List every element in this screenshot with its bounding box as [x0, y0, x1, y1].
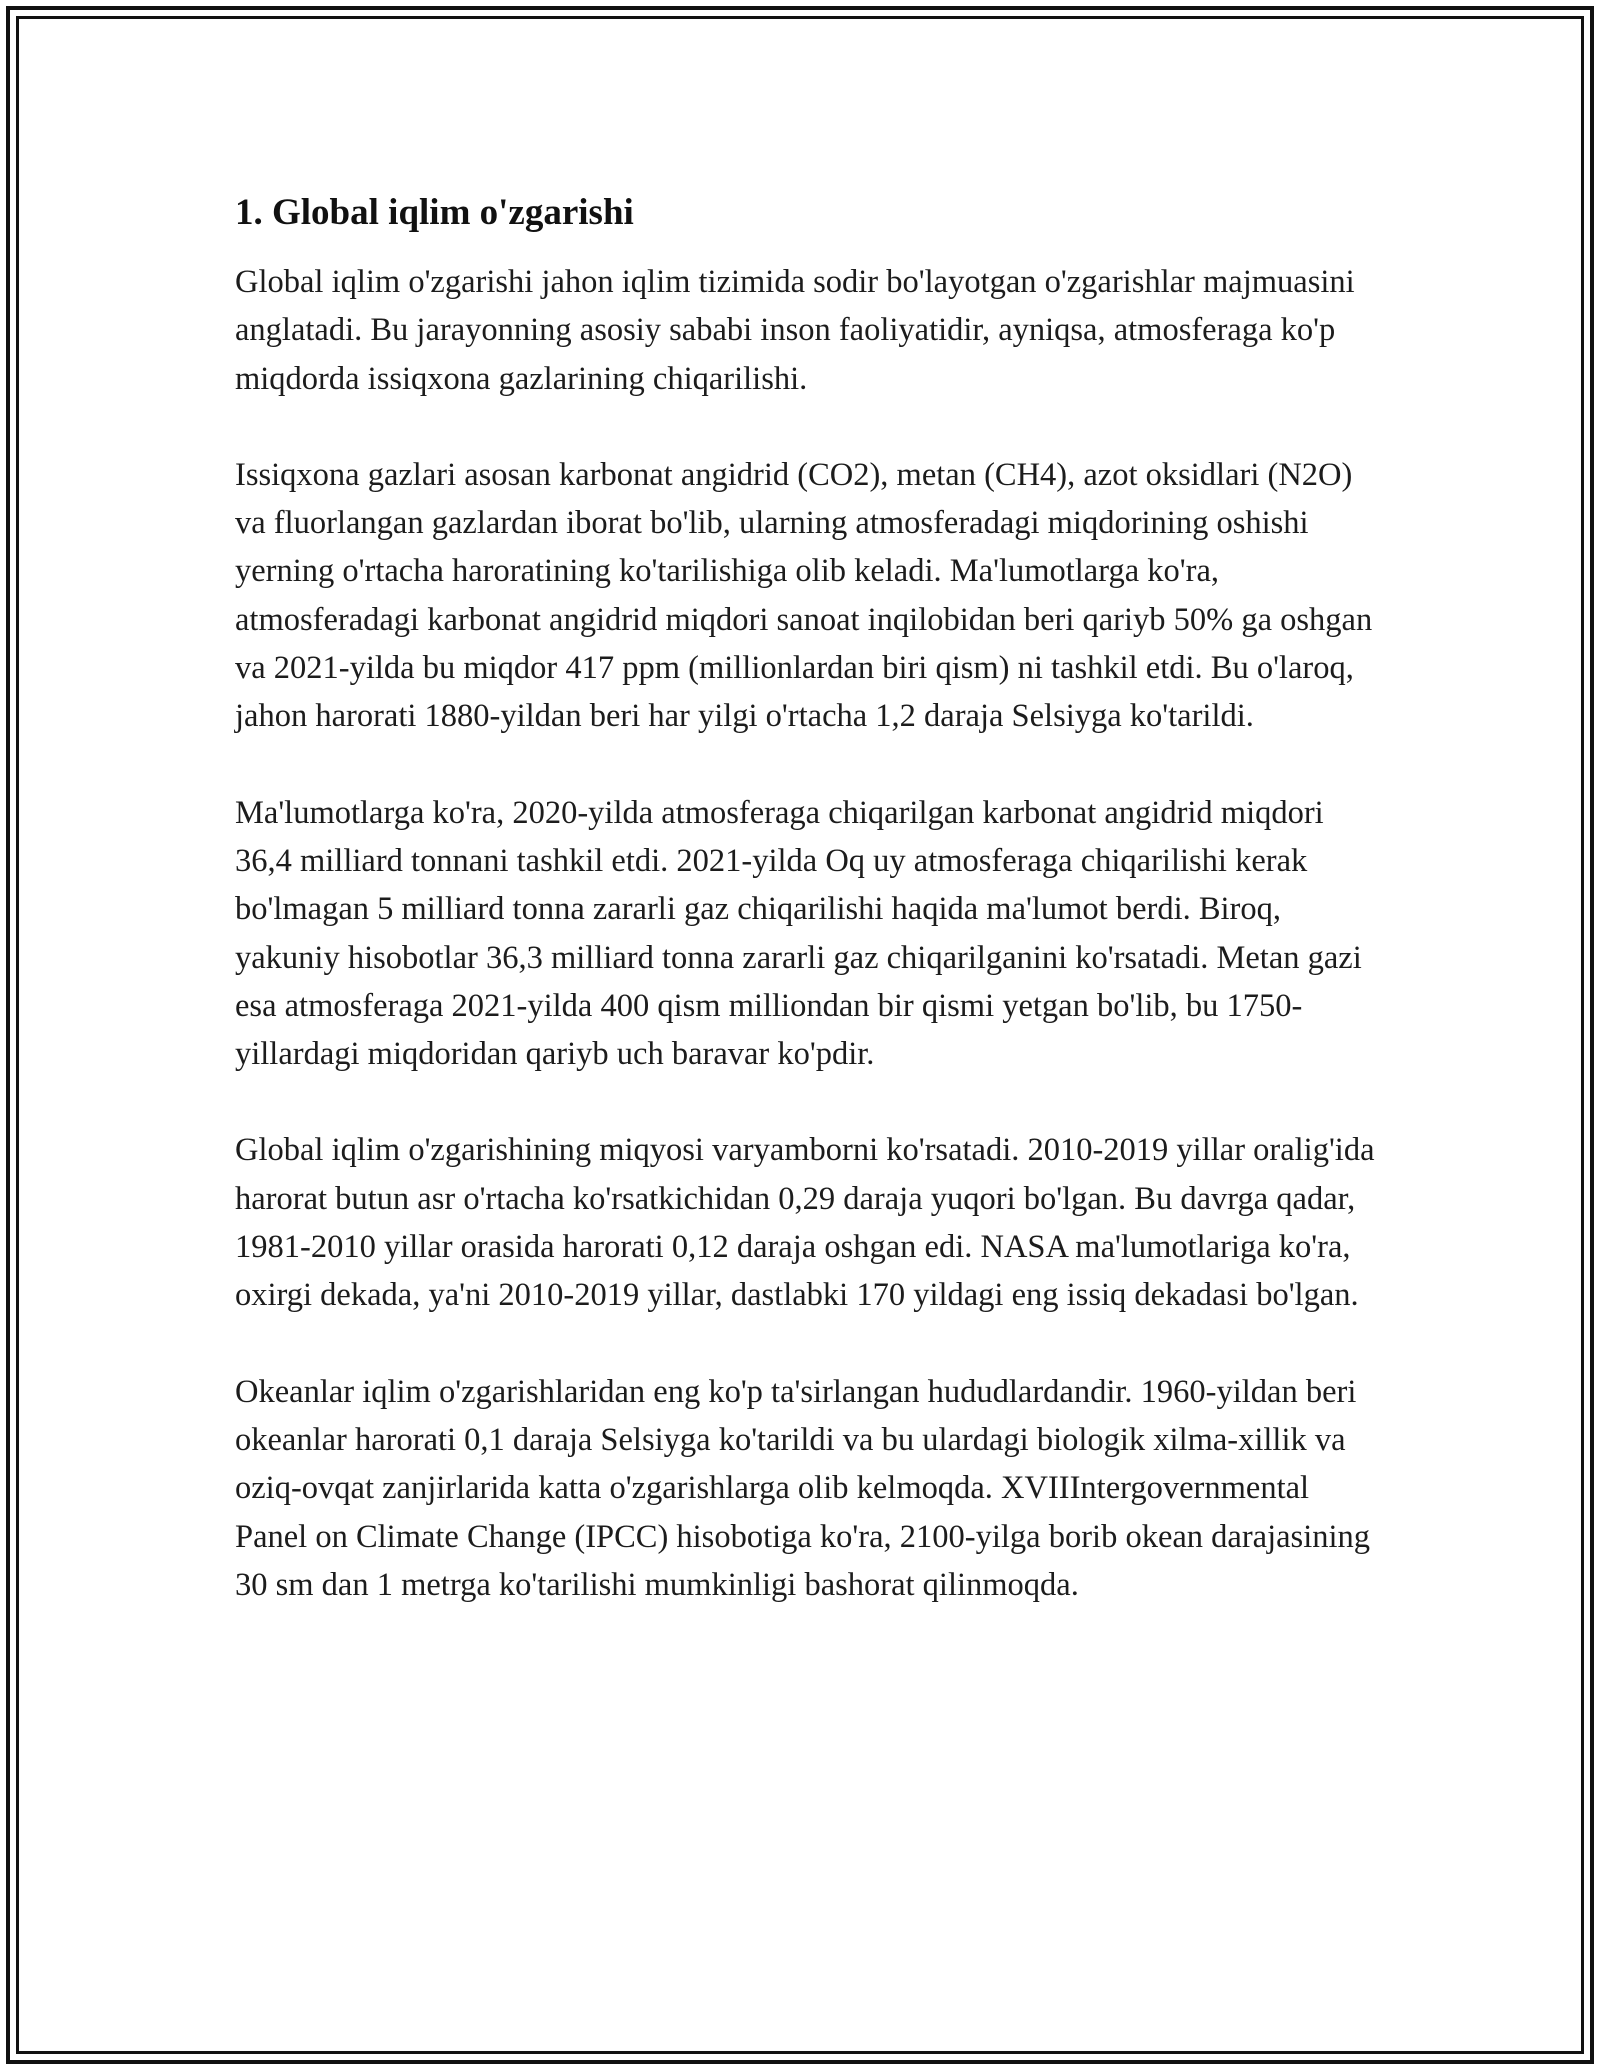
paragraph-temperature-trend: Global iqlim o'zgarishining miqyosi varyamborni ko'rsatadi. 2010-2019 yillar oralig'ida harorat butun asr o'rtacha ko'rsatkichidan 0,29 daraja yuqori bo'lgan. Bu davrga qadar, 1981-2010 yillar orasida harorati 0,12 daraja oshgan edi. NASA ma'lumotlariga ko'ra, oxirgi dekada, ya'ni 2010-2019 yillar, dastlabki 170 yildagi eng issiq dekadasi bo'lgan.	[235, 1132, 1375, 1314]
paragraph-emissions: Ma'lumotlarga ko'ra, 2020-yilda atmosferaga chiqarilgan karbonat angidrid miqdori 36,4 milliard tonnani tashkil etdi. 2021-yilda Oq uy atmosferaga chiqarilishi kerak bo'lmagan 5 milliard tonna zararli gaz chiqarilishi haqida ma'lumot berdi. Biroq, yakuniy hisobotlar 36,3 milliard tonna zararli gaz chiqarilganini ko'rsatadi. Metan gazi esa atmosferaga 2021-yilda 400 qism milliondan bir qismi yetgan bo'lib, bu 1750-yillardagi miqdoridan qariyb uch baravar ko'pdir.	[235, 794, 1362, 1073]
paragraph-oceans: Okeanlar iqlim o'zgarishlaridan eng ko'p ta'sirlangan hududlardandir. 1960-yildan beri okeanlar harorati 0,1 daraja Selsiyga ko'tarildi va bu ulardagi biologik xilma-xillik va oziq-ovqat zanjirlarida katta o'zgarishlarga olib kelmoqda. XVIIIntergovernmental Panel on Climate Change (IPCC) hisobotiga ko'ra, 2100-yilga borib okean darajasining 30 sm dan 1 metrga ko'tarilishi mumkinligi bashorat qilinmoqda.	[235, 1373, 1371, 1603]
section-heading: 1. Global iqlim o'zgarishi	[235, 192, 634, 233]
paragraph-intro: Global iqlim o'zgarishi jahon iqlim tizimida sodir bo'layotgan o'zgarishlar majmuasini anglatadi. Bu jarayonning asosiy sababi inson faoliyatidir, ayniqsa, atmosferaga ko'p miqdorda issiqxona gazlarining chiqarilishi.	[235, 264, 1355, 397]
document-body	[235, 188, 1375, 1657]
paragraph-greenhouse-gases: Issiqxona gazlari asosan karbonat angidrid (CO2), metan (CH4), azot oksidlari (N2O) va fluorlangan gazlardan iborat bo'lib, ularning atmosferadagi miqdorining oshishi yerning o'rtacha haroratining ko'tarilishiga olib keladi. Ma'lumotlarga ko'ra, atmosferadagi karbonat angidrid miqdori sanoat inqilobidan beri qariyb 50% ga oshgan va 2021-yilda bu miqdor 417 ppm (millionlardan biri qism) ni tashkil etdi. Bu o'laroq, jahon harorati 1880-yildan beri har yilgi o'rtacha 1,2 daraja Selsiyga ko'tarildi.	[235, 456, 1373, 735]
